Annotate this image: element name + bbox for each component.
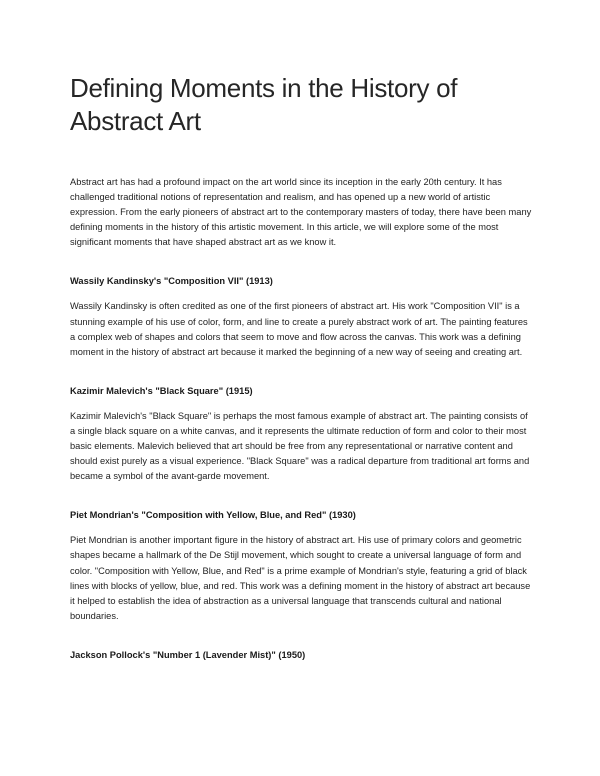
intro-paragraph: Abstract art has had a profound impact on the art world since its inception in the early 20th century. It has challenged traditional notions of representation and realism, and has opened up a new world of artistic expression. From the early pioneers of abstract art to the contemporary masters of today, there have been many defining moments in the history of this artistic movement. In this article, we will explore some of the most significant moments that have shaped abstract art as we know it. xyxy=(70,177,532,248)
section-body: Wassily Kandinsky is often credited as one of the first pioneers of abstract art. His work "Composition VII" is a stunning example of his use of color, form, and line to create a purely abstract work of art. The painting features a complex web of shapes and colors that seem to move and flow across the canvas. This work was a defining moment in the history of abstract art because it marked the beginning of a new way of seeing and creating art. xyxy=(70,301,528,357)
section-kandinsky xyxy=(70,274,532,359)
section-malevich xyxy=(70,384,532,484)
section-heading: Wassily Kandinsky's "Composition VII" (1913) xyxy=(70,276,273,287)
document-content xyxy=(70,72,532,673)
section-body: Kazimir Malevich's "Black Square" is perhaps the most famous example of abstract art. The painting consists of a single black square on a white canvas, and it represents the ultimate reduction of form and color to their most basic elements. Malevich believed that art should be free from any representational or narrative content and should exist purely as a visual experience. "Black Square" was a radical departure from traditional art forms and became a symbol of the avant-garde movement. xyxy=(70,410,530,482)
section-heading: Piet Mondrian's "Composition with Yellow, Blue, and Red" (1930) xyxy=(70,510,356,521)
page-title: Defining Moments in the History of Abstract Art xyxy=(70,73,458,136)
section-mondrian xyxy=(70,508,532,624)
section-pollock xyxy=(70,648,532,662)
section-heading: Jackson Pollock's "Number 1 (Lavender Mist)" (1950) xyxy=(70,649,306,660)
section-body: Piet Mondrian is another important figure in the history of abstract art. His use of primary colors and geometric shapes became a hallmark of the De Stijl movement, which sought to create a universal language of form and color. "Composition with Yellow, Blue, and Red" is a prime example of Mondrian's style, featuring a grid of black lines with blocks of yellow, blue, and red. This work was a defining moment in the history of abstract art because it helped to establish the idea of abstraction as a universal language that transcends cultural and national boundaries. xyxy=(70,535,531,621)
section-heading: Kazimir Malevich's "Black Square" (1915) xyxy=(70,385,253,396)
